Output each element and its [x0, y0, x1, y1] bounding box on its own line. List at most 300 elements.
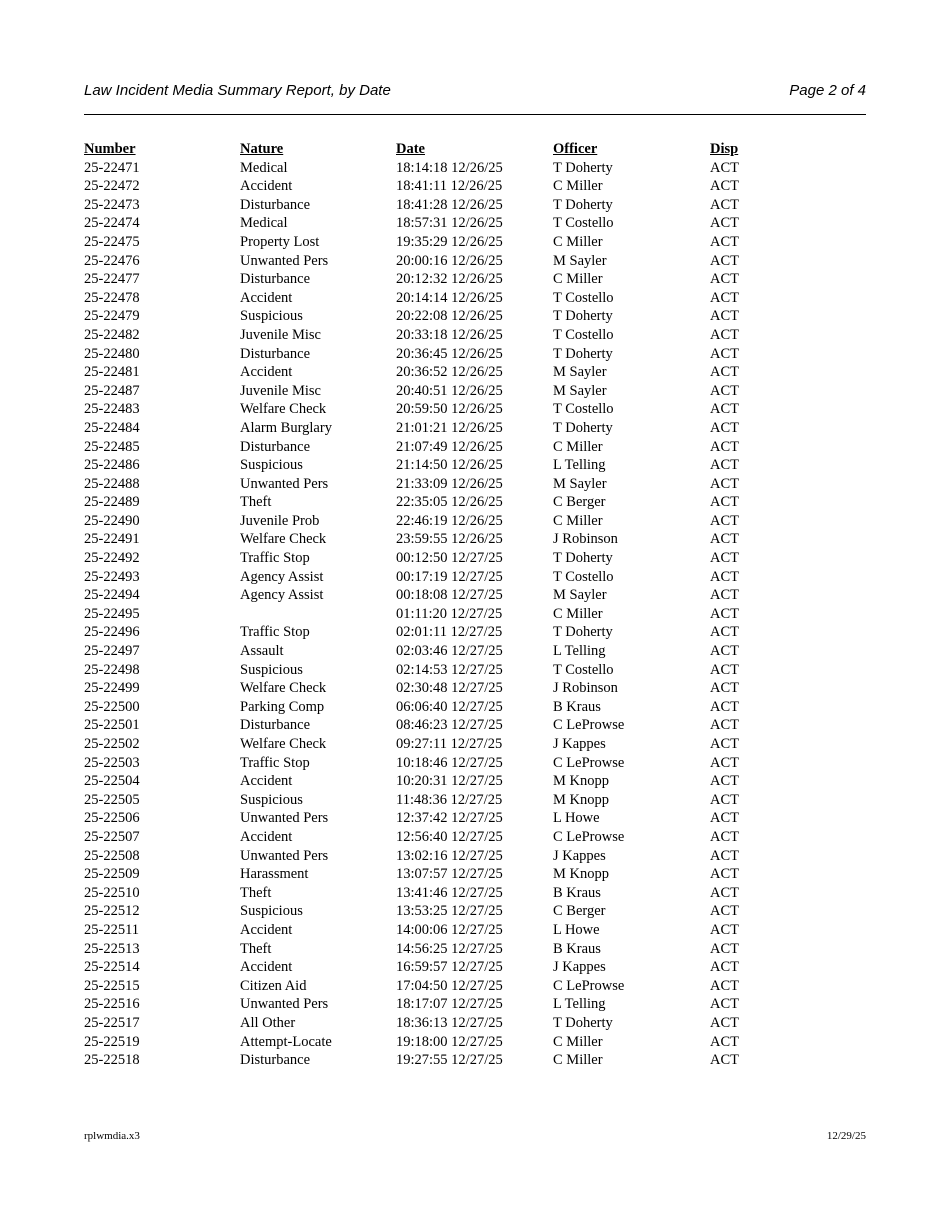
cell-officer: T Doherty — [553, 308, 613, 325]
cell-nature: Parking Comp — [240, 698, 325, 715]
cell-date: 13:41:46 12/27/25 — [396, 884, 503, 901]
cell-officer: C Miller — [553, 271, 603, 288]
cell-nature: Suspicious — [240, 903, 303, 920]
cell-officer: T Doherty — [553, 624, 613, 641]
table-row — [84, 698, 784, 717]
table-row — [84, 642, 784, 661]
table-row — [84, 940, 784, 959]
cell-date: 19:27:55 12/27/25 — [396, 1052, 503, 1069]
table-row — [84, 884, 784, 903]
cell-nature: Accident — [240, 959, 293, 976]
cell-date: 10:18:46 12/27/25 — [396, 754, 503, 771]
cell-officer: L Howe — [553, 810, 600, 827]
table-row — [84, 252, 784, 271]
cell-officer: J Robinson — [553, 531, 618, 548]
cell-date: 22:35:05 12/26/25 — [396, 494, 503, 511]
cell-number: 25-22503 — [84, 754, 140, 771]
cell-number: 25-22482 — [84, 326, 140, 343]
cell-number: 25-22480 — [84, 345, 140, 362]
cell-nature: Disturbance — [240, 438, 311, 455]
cell-nature: Accident — [240, 178, 293, 195]
table-row — [84, 345, 784, 364]
cell-date: 18:14:18 12/26/25 — [396, 159, 503, 176]
cell-nature: Citizen Aid — [240, 977, 307, 994]
cell-nature: Attempt-Locate — [240, 1033, 332, 1050]
cell-nature: Alarm Burglary — [240, 419, 332, 436]
table-row — [84, 661, 784, 680]
column-header-nature: Nature — [240, 141, 284, 157]
cell-nature: Unwanted Pers — [240, 252, 329, 269]
table-row — [84, 214, 784, 233]
cell-number: 25-22502 — [84, 736, 140, 752]
table-row — [84, 307, 784, 326]
cell-officer: B Kraus — [553, 940, 601, 957]
cell-officer: B Kraus — [553, 698, 601, 715]
cell-nature: Suspicious — [240, 791, 303, 808]
cell-number: 25-22488 — [84, 475, 140, 492]
cell-date: 20:36:45 12/26/25 — [396, 345, 503, 362]
cell-date: 20:14:14 12/26/25 — [396, 289, 503, 306]
cell-nature: Juvenile Prob — [240, 512, 320, 529]
column-header-disp: Disp — [710, 141, 739, 157]
cell-number: 25-22494 — [84, 587, 140, 604]
column-header-officer: Officer — [553, 141, 598, 157]
table-row — [84, 419, 784, 438]
cell-nature: Accident — [240, 921, 293, 938]
cell-number: 25-22519 — [84, 1033, 140, 1050]
cell-nature: Theft — [240, 494, 272, 511]
report-header — [84, 82, 866, 104]
cell-nature: Disturbance — [240, 345, 311, 362]
cell-disp: ACT — [710, 773, 739, 790]
cell-disp: ACT — [710, 810, 739, 827]
cell-nature: Assault — [240, 643, 284, 660]
cell-officer: J Kappes — [553, 847, 606, 864]
cell-nature: Traffic Stop — [240, 550, 310, 567]
cell-date: 12:56:40 12/27/25 — [396, 828, 503, 845]
page-number: Page 2 of 4 — [789, 82, 866, 99]
cell-officer: T Costello — [553, 661, 614, 678]
cell-officer: T Costello — [553, 401, 614, 418]
cell-nature: Agency Assist — [240, 568, 324, 585]
cell-number: 25-22471 — [84, 159, 140, 176]
table-row — [84, 847, 784, 866]
cell-nature: Suspicious — [240, 661, 303, 678]
cell-date: 20:40:51 12/26/25 — [396, 382, 503, 399]
cell-disp: ACT — [710, 512, 739, 529]
cell-disp: ACT — [710, 531, 739, 548]
cell-disp: ACT — [710, 178, 739, 195]
cell-disp: ACT — [710, 680, 739, 697]
cell-officer: C Miller — [553, 438, 603, 455]
cell-nature: Medical — [240, 159, 288, 176]
table-row — [84, 995, 784, 1014]
cell-number: 25-22473 — [84, 196, 140, 213]
cell-officer: B Kraus — [553, 884, 601, 901]
cell-officer: L Telling — [553, 996, 606, 1013]
cell-nature: Welfare Check — [240, 531, 327, 548]
cell-nature: Accident — [240, 364, 293, 381]
table-row — [84, 530, 784, 549]
header-divider — [84, 114, 866, 115]
cell-number: 25-22516 — [84, 996, 140, 1013]
cell-disp: ACT — [710, 921, 739, 938]
cell-nature: Accident — [240, 828, 293, 845]
cell-disp: ACT — [710, 1033, 739, 1050]
cell-number: 25-22486 — [84, 457, 140, 474]
cell-officer: L Howe — [553, 921, 600, 938]
cell-number: 25-22489 — [84, 494, 140, 511]
table-row — [84, 977, 784, 996]
table-header-row — [84, 140, 784, 159]
cell-disp: ACT — [710, 196, 739, 213]
cell-disp: ACT — [710, 698, 739, 715]
cell-number: 25-22515 — [84, 977, 140, 994]
cell-number: 25-22493 — [84, 568, 140, 585]
print-date: 12/29/25 — [826, 1130, 866, 1142]
cell-nature: Traffic Stop — [240, 624, 310, 641]
cell-disp: ACT — [710, 661, 739, 678]
cell-number: 25-22498 — [84, 661, 140, 678]
cell-number: 25-22490 — [84, 512, 140, 529]
report-title: Law Incident Media Summary Report, by Date — [84, 82, 391, 99]
cell-date: 08:46:23 12/27/25 — [396, 717, 503, 734]
cell-officer: M Knopp — [553, 773, 609, 790]
cell-disp: ACT — [710, 289, 739, 306]
cell-disp: ACT — [710, 550, 739, 567]
cell-date: 10:20:31 12/27/25 — [396, 773, 503, 790]
cell-disp: ACT — [710, 996, 739, 1013]
cell-date: 18:57:31 12/26/25 — [396, 215, 503, 232]
cell-number: 25-22491 — [84, 531, 140, 548]
incident-table — [84, 140, 784, 1070]
cell-number: 25-22496 — [84, 624, 140, 641]
cell-number: 25-22507 — [84, 828, 140, 845]
cell-date: 02:03:46 12/27/25 — [396, 643, 503, 660]
table-row — [84, 326, 784, 345]
cell-number: 25-22510 — [84, 884, 140, 901]
cell-officer: C LeProwse — [553, 977, 625, 994]
table-row — [84, 493, 784, 512]
cell-date: 12:37:42 12/27/25 — [396, 810, 503, 827]
cell-date: 20:59:50 12/26/25 — [396, 401, 503, 418]
cell-disp: ACT — [710, 587, 739, 604]
cell-number: 25-22492 — [84, 550, 140, 567]
table-row — [84, 363, 784, 382]
table-row — [84, 828, 784, 847]
cell-date: 20:12:32 12/26/25 — [396, 271, 503, 288]
cell-nature: Disturbance — [240, 717, 311, 734]
table-row — [84, 159, 784, 178]
cell-disp: ACT — [710, 475, 739, 492]
cell-disp: ACT — [710, 977, 739, 994]
cell-nature: Juvenile Misc — [240, 326, 321, 343]
cell-nature: Accident — [240, 289, 293, 306]
cell-disp: ACT — [710, 1052, 739, 1069]
cell-officer: C LeProwse — [553, 717, 625, 734]
cell-nature: Medical — [240, 215, 288, 232]
cell-nature: Welfare Check — [240, 736, 327, 752]
cell-disp: ACT — [710, 884, 739, 901]
cell-officer: T Doherty — [553, 196, 613, 213]
cell-nature: Traffic Stop — [240, 754, 310, 771]
cell-disp: ACT — [710, 457, 739, 474]
cell-officer: T Costello — [553, 568, 614, 585]
table-row — [84, 716, 784, 735]
table-row — [84, 549, 784, 568]
table-row — [84, 475, 784, 494]
cell-officer: M Sayler — [553, 364, 607, 381]
table-row — [84, 754, 784, 773]
table-row — [84, 196, 784, 215]
cell-officer: C Miller — [553, 512, 603, 529]
cell-officer: M Sayler — [553, 382, 607, 399]
cell-date: 14:56:25 12/27/25 — [396, 940, 503, 957]
table-row — [84, 177, 784, 196]
cell-date: 00:12:50 12/27/25 — [396, 550, 503, 567]
cell-date: 09:27:11 12/27/25 — [396, 736, 503, 752]
cell-nature: All Other — [240, 1014, 296, 1031]
table-row — [84, 1051, 784, 1070]
cell-number: 25-22514 — [84, 959, 140, 976]
cell-date: 02:01:11 12/27/25 — [396, 624, 503, 641]
cell-nature: Juvenile Misc — [240, 382, 321, 399]
cell-officer: M Sayler — [553, 475, 607, 492]
cell-nature: Disturbance — [240, 1052, 311, 1069]
table-row — [84, 809, 784, 828]
cell-disp: ACT — [710, 438, 739, 455]
cell-disp: ACT — [710, 754, 739, 771]
cell-disp: ACT — [710, 401, 739, 418]
cell-date: 13:53:25 12/27/25 — [396, 903, 503, 920]
cell-disp: ACT — [710, 308, 739, 325]
cell-date: 23:59:55 12/26/25 — [396, 531, 503, 548]
cell-nature: Agency Assist — [240, 587, 324, 604]
cell-number: 25-22475 — [84, 233, 140, 250]
table-row — [84, 865, 784, 884]
cell-number: 25-22504 — [84, 773, 140, 790]
cell-number: 25-22512 — [84, 903, 140, 920]
cell-number: 25-22484 — [84, 419, 140, 436]
cell-number: 25-22518 — [84, 1052, 140, 1069]
table-row — [84, 382, 784, 401]
cell-number: 25-22497 — [84, 643, 140, 660]
cell-date: 01:11:20 12/27/25 — [396, 605, 503, 622]
cell-nature: Unwanted Pers — [240, 810, 329, 827]
cell-date: 13:07:57 12/27/25 — [396, 866, 503, 883]
cell-disp: ACT — [710, 419, 739, 436]
cell-officer: C Miller — [553, 1052, 603, 1069]
table-row — [84, 1033, 784, 1052]
cell-officer: M Knopp — [553, 866, 609, 883]
cell-officer: T Costello — [553, 326, 614, 343]
cell-officer: C Miller — [553, 178, 603, 195]
cell-disp: ACT — [710, 736, 739, 752]
cell-disp: ACT — [710, 382, 739, 399]
cell-number: 25-22509 — [84, 866, 140, 883]
cell-officer: M Sayler — [553, 587, 607, 604]
cell-officer: C LeProwse — [553, 828, 625, 845]
cell-officer: T Costello — [553, 289, 614, 306]
column-header-number: Number — [84, 141, 136, 157]
table-row — [84, 605, 784, 624]
table-row — [84, 772, 784, 791]
cell-disp: ACT — [710, 345, 739, 362]
cell-disp: ACT — [710, 233, 739, 250]
cell-disp: ACT — [710, 159, 739, 176]
cell-nature: Welfare Check — [240, 401, 327, 418]
table-row — [84, 679, 784, 698]
cell-officer: M Sayler — [553, 252, 607, 269]
cell-nature: Theft — [240, 940, 272, 957]
cell-officer: C Miller — [553, 605, 603, 622]
cell-disp: ACT — [710, 568, 739, 585]
cell-date: 21:01:21 12/26/25 — [396, 419, 503, 436]
cell-date: 19:18:00 12/27/25 — [396, 1033, 503, 1050]
cell-officer: J Kappes — [553, 959, 606, 976]
cell-date: 00:18:08 12/27/25 — [396, 587, 503, 604]
cell-date: 02:14:53 12/27/25 — [396, 661, 503, 678]
table-row — [84, 270, 784, 289]
cell-date: 18:41:11 12/26/25 — [396, 178, 503, 195]
cell-disp: ACT — [710, 643, 739, 660]
cell-officer: T Doherty — [553, 1014, 613, 1031]
cell-nature: Unwanted Pers — [240, 847, 329, 864]
cell-nature: Harassment — [240, 866, 309, 883]
cell-number: 25-22513 — [84, 940, 140, 957]
cell-date: 13:02:16 12/27/25 — [396, 847, 503, 864]
cell-date: 22:46:19 12/26/25 — [396, 512, 503, 529]
cell-number: 25-22476 — [84, 252, 140, 269]
cell-disp: ACT — [710, 847, 739, 864]
table-row — [84, 586, 784, 605]
cell-disp: ACT — [710, 828, 739, 845]
cell-number: 25-22483 — [84, 401, 140, 418]
cell-disp: ACT — [710, 959, 739, 976]
cell-disp: ACT — [710, 791, 739, 808]
cell-officer: T Costello — [553, 215, 614, 232]
cell-number: 25-22508 — [84, 847, 140, 864]
table-row — [84, 233, 784, 252]
table-row — [84, 623, 784, 642]
table-row — [84, 289, 784, 308]
cell-date: 20:33:18 12/26/25 — [396, 326, 503, 343]
cell-disp: ACT — [710, 364, 739, 381]
cell-number: 25-22478 — [84, 289, 140, 306]
report-footer — [84, 1130, 866, 1146]
cell-officer: L Telling — [553, 457, 606, 474]
cell-disp: ACT — [710, 940, 739, 957]
cell-nature: Suspicious — [240, 308, 303, 325]
cell-nature: Property Lost — [240, 233, 320, 250]
cell-disp: ACT — [710, 605, 739, 622]
cell-date: 18:36:13 12/27/25 — [396, 1014, 503, 1031]
table-row — [84, 958, 784, 977]
report-code: rplwmdia.x3 — [84, 1130, 140, 1142]
cell-officer: J Robinson — [553, 680, 618, 697]
cell-number: 25-22485 — [84, 438, 140, 455]
cell-date: 19:35:29 12/26/25 — [396, 233, 503, 250]
cell-officer: C Miller — [553, 1033, 603, 1050]
cell-officer: L Telling — [553, 643, 606, 660]
cell-nature: Accident — [240, 773, 293, 790]
cell-disp: ACT — [710, 1014, 739, 1031]
cell-number: 25-22506 — [84, 810, 140, 827]
cell-number: 25-22499 — [84, 680, 140, 697]
cell-number: 25-22500 — [84, 698, 140, 715]
cell-officer: T Doherty — [553, 345, 613, 362]
table-row — [84, 902, 784, 921]
cell-number: 25-22517 — [84, 1014, 140, 1031]
cell-disp: ACT — [710, 252, 739, 269]
cell-date: 21:14:50 12/26/25 — [396, 457, 503, 474]
cell-nature: Unwanted Pers — [240, 996, 329, 1013]
cell-date: 02:30:48 12/27/25 — [396, 680, 503, 697]
cell-number: 25-22501 — [84, 717, 140, 734]
cell-number: 25-22472 — [84, 178, 140, 195]
cell-number: 25-22479 — [84, 308, 140, 325]
cell-date: 00:17:19 12/27/25 — [396, 568, 503, 585]
cell-officer: C LeProwse — [553, 754, 625, 771]
cell-disp: ACT — [710, 903, 739, 920]
cell-nature: Theft — [240, 884, 272, 901]
cell-officer: M Knopp — [553, 791, 609, 808]
cell-officer: T Doherty — [553, 159, 613, 176]
cell-disp: ACT — [710, 326, 739, 343]
cell-disp: ACT — [710, 215, 739, 232]
table-row — [84, 512, 784, 531]
cell-date: 18:17:07 12/27/25 — [396, 996, 503, 1013]
cell-date: 17:04:50 12/27/25 — [396, 977, 503, 994]
column-header-date: Date — [396, 141, 425, 157]
cell-disp: ACT — [710, 866, 739, 883]
cell-officer: C Miller — [553, 233, 603, 250]
cell-date: 14:00:06 12/27/25 — [396, 921, 503, 938]
cell-disp: ACT — [710, 717, 739, 734]
table-row — [84, 735, 784, 754]
cell-disp: ACT — [710, 624, 739, 641]
table-row — [84, 921, 784, 940]
cell-date: 20:22:08 12/26/25 — [396, 308, 503, 325]
table-row — [84, 1014, 784, 1033]
cell-disp: ACT — [710, 271, 739, 288]
cell-nature: Disturbance — [240, 196, 311, 213]
cell-officer: C Berger — [553, 903, 606, 920]
cell-number: 25-22474 — [84, 215, 140, 232]
cell-nature: Suspicious — [240, 457, 303, 474]
table-row — [84, 456, 784, 475]
cell-officer: C Berger — [553, 494, 606, 511]
cell-date: 18:41:28 12/26/25 — [396, 196, 503, 213]
cell-nature: Unwanted Pers — [240, 475, 329, 492]
cell-nature: Disturbance — [240, 271, 311, 288]
table-row — [84, 791, 784, 810]
cell-number: 25-22495 — [84, 605, 140, 622]
cell-date: 16:59:57 12/27/25 — [396, 959, 503, 976]
cell-number: 25-22511 — [84, 921, 140, 938]
table-row — [84, 400, 784, 419]
cell-officer: J Kappes — [553, 736, 606, 752]
cell-date: 06:06:40 12/27/25 — [396, 698, 503, 715]
cell-date: 20:36:52 12/26/25 — [396, 364, 503, 381]
cell-date: 21:33:09 12/26/25 — [396, 475, 503, 492]
cell-disp: ACT — [710, 494, 739, 511]
cell-number: 25-22487 — [84, 382, 140, 399]
cell-number: 25-22481 — [84, 364, 140, 381]
cell-date: 20:00:16 12/26/25 — [396, 252, 503, 269]
table-row — [84, 438, 784, 457]
cell-date: 11:48:36 12/27/25 — [396, 791, 503, 808]
